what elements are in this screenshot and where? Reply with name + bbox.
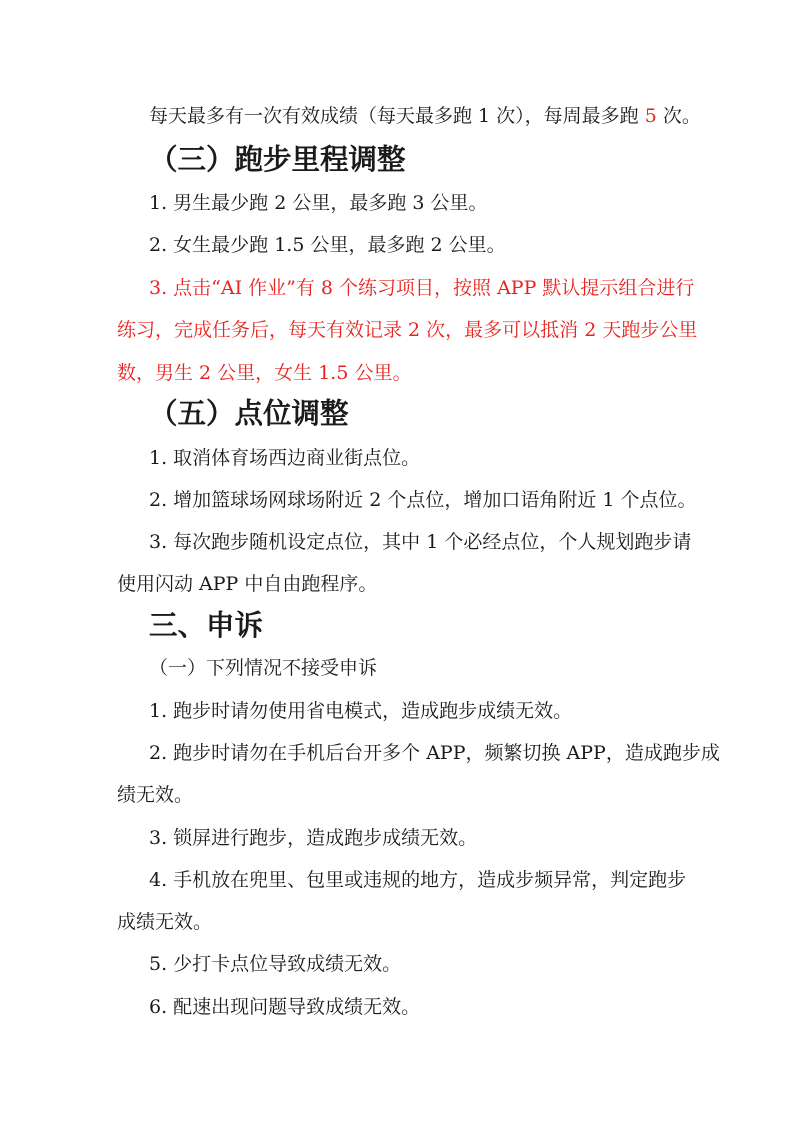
appeal-subheading: （一）下列情况不接受申诉	[149, 657, 378, 679]
weekly-limit-suffix: 次。	[656, 105, 701, 127]
appeal-item-4-line-1: 4. 手机放在兜里、包里或违规的地方，造成步频异常，判定跑步	[149, 869, 687, 891]
weekly-limit-text: 每天最多有一次有效成绩（每天最多跑 1 次），每周最多跑	[149, 105, 645, 127]
section-heading-checkpoints: （五）点位调整	[149, 397, 349, 430]
mileage-item-3-line-2: 练习，完成任务后，每天有效记录 2 次，最多可以抵消 2 天跑步公里	[117, 319, 698, 341]
mileage-item-1: 1. 男生最少跑 2 公里，最多跑 3 公里。	[149, 192, 488, 214]
appeal-item-3: 3. 锁屏进行跑步，造成跑步成绩无效。	[149, 827, 478, 849]
appeal-item-1: 1. 跑步时请勿使用省电模式，造成跑步成绩无效。	[149, 700, 573, 722]
weekly-limit-paragraph	[149, 104, 701, 128]
mileage-item-2: 2. 女生最少跑 1.5 公里，最多跑 2 公里。	[149, 234, 506, 256]
section-heading-mileage: （三）跑步里程调整	[149, 143, 406, 176]
appeal-item-5: 5. 少打卡点位导致成绩无效。	[149, 953, 402, 975]
appeal-item-6: 6. 配速出现问题导致成绩无效。	[149, 996, 421, 1018]
checkpoint-item-2: 2. 增加篮球场网球场附近 2 个点位，增加口语角附近 1 个点位。	[149, 489, 697, 511]
checkpoint-item-3-line-1: 3. 每次跑步随机设定点位，其中 1 个必经点位，个人规划跑步请	[149, 531, 692, 553]
mileage-item-3-line-1: 3. 点击“AI 作业”有 8 个练习项目，按照 APP 默认提示组合进行	[149, 277, 695, 299]
appeal-item-4-line-2: 成绩无效。	[117, 911, 213, 933]
mileage-item-3-line-3: 数，男生 2 公里，女生 1.5 公里。	[117, 362, 412, 384]
checkpoint-item-1: 1. 取消体育场西边商业街点位。	[149, 447, 421, 469]
section-heading-appeal: 三、申诉	[149, 609, 264, 642]
appeal-item-2-line-2: 绩无效。	[117, 784, 194, 806]
weekly-limit-number: 5	[644, 105, 657, 127]
checkpoint-item-3-line-2: 使用闪动 APP 中自由跑程序。	[117, 573, 378, 595]
appeal-item-2-line-1: 2. 跑步时请勿在手机后台开多个 APP，频繁切换 APP，造成跑步成	[149, 742, 720, 764]
